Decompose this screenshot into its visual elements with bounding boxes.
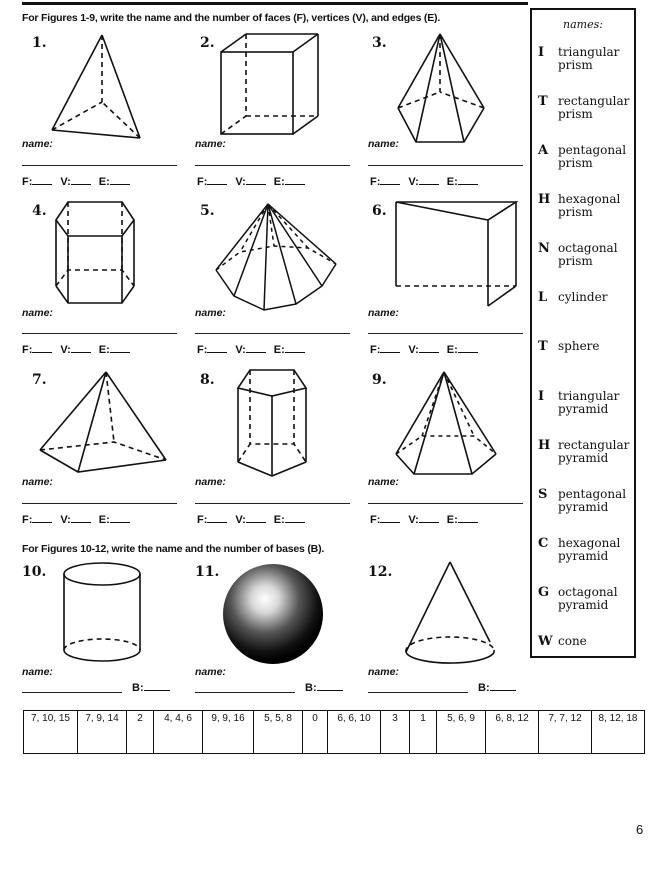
figure-4-name-label: name:	[22, 307, 53, 319]
figure-8-number: 8.	[200, 372, 215, 388]
figure-4-number: 4.	[32, 203, 47, 219]
cylinder-icon	[60, 560, 150, 675]
sphere-icon	[222, 561, 326, 667]
figure-8-name-label: name:	[195, 476, 226, 488]
answer-cell: 7, 10, 15	[24, 711, 78, 754]
figure-7-number: 7.	[32, 372, 47, 388]
answer-cell: 3	[381, 711, 410, 754]
figure-2-name-line[interactable]	[195, 165, 350, 166]
figure-7-fve: F: V: E:	[22, 514, 138, 526]
figure-11-number: 11.	[195, 564, 220, 580]
pentagonal-pyramid-icon	[390, 30, 500, 150]
figure-10-b: B:	[132, 682, 178, 694]
figure-1-number: 1.	[32, 35, 47, 51]
figure-2-name-label: name:	[195, 138, 226, 150]
answer-cell: 1	[410, 711, 437, 754]
answer-cell: 9, 9, 16	[203, 711, 254, 754]
figure-10-number: 10.	[22, 564, 47, 580]
figure-7-name-label: name:	[22, 476, 53, 488]
answer-cell: 7, 7, 12	[539, 711, 592, 754]
answer-cell: 6, 8, 12	[486, 711, 539, 754]
figure-3-name-label: name:	[368, 138, 399, 150]
figure-11-name-label: name:	[195, 666, 226, 678]
figure-11-b: B:	[305, 682, 351, 694]
top-rule	[22, 2, 528, 5]
figure-12-name-label: name:	[368, 666, 399, 678]
triangular-pyramid-icon	[40, 30, 170, 150]
instructions-bases: For Figures 10-12, write the name and the number of bases (B).	[22, 543, 325, 555]
hexagonal-pyramid-icon	[392, 368, 512, 483]
figure-1-name-label: name:	[22, 138, 53, 150]
figure-3-number: 3.	[372, 35, 387, 51]
names-key: names: I triangular prism T rectangular prism A pentagonal prism H hexagonal prism N octagonal prism L cylinder T sphere I triangular pyramid H rectangular pyramid S pentagonal pyramid C hexagonal pyramid G octagonal pyramid W cone	[530, 8, 636, 658]
instructions-faces: For Figures 1-9, write the name and the number of faces (F), vertices (V), and edges (E).	[22, 12, 441, 24]
figure-6-name-label: name:	[368, 307, 399, 319]
answer-cell: 5, 6, 9	[437, 711, 486, 754]
figure-9-number: 9.	[372, 372, 387, 388]
figure-1-name-line[interactable]	[22, 165, 177, 166]
octagonal-pyramid-icon	[212, 200, 342, 315]
figure-2-number: 2.	[200, 35, 215, 51]
figure-12-b: B:	[478, 682, 524, 694]
answer-cell: 7, 9, 14	[78, 711, 127, 754]
cube-icon	[218, 32, 328, 147]
answer-cell: 6, 6, 10	[328, 711, 381, 754]
names-key-title: names:	[563, 18, 603, 31]
figure-5-number: 5.	[200, 203, 215, 219]
figure-5-name-line[interactable]	[195, 333, 350, 334]
rectangular-pyramid-icon	[36, 368, 176, 483]
figure-12-number: 12.	[368, 564, 393, 580]
figure-9-name-line[interactable]	[368, 503, 523, 504]
answer-cell: 2	[127, 711, 154, 754]
figure-1-fve: F: V: E:	[22, 176, 138, 188]
figure-10-name-label: name:	[22, 666, 53, 678]
figure-7-name-line[interactable]	[22, 503, 177, 504]
pentagonal-prism-icon	[232, 366, 312, 486]
figure-5-name-label: name:	[195, 307, 226, 319]
figure-12-name-line[interactable]	[368, 692, 468, 693]
figure-10-name-line[interactable]	[22, 692, 122, 693]
figure-3-fve: F: V: E:	[370, 176, 486, 188]
cone-icon	[398, 560, 498, 680]
figure-6-number: 6.	[372, 203, 387, 219]
answer-cell: 0	[303, 711, 328, 754]
answer-cell: 4, 4, 6	[154, 711, 203, 754]
answer-cell: 5, 5, 8	[254, 711, 303, 754]
page-number: 6	[636, 822, 644, 837]
figure-5-fve: F: V: E:	[197, 344, 313, 356]
figure-2-fve: F: V: E:	[197, 176, 313, 188]
figure-9-name-label: name:	[368, 476, 399, 488]
figure-9-fve: F: V: E:	[370, 514, 486, 526]
answer-cell: 8, 12, 18	[592, 711, 645, 754]
figure-4-name-line[interactable]	[22, 333, 177, 334]
triangular-prism-icon	[392, 198, 522, 313]
hexagonal-prism-icon	[48, 198, 148, 313]
figure-6-name-line[interactable]	[368, 333, 523, 334]
figure-6-fve: F: V: E:	[370, 344, 486, 356]
figure-11-name-line[interactable]	[195, 692, 295, 693]
figure-8-fve: F: V: E:	[197, 514, 313, 526]
answer-table	[23, 710, 645, 754]
figure-4-fve: F: V: E:	[22, 344, 138, 356]
figure-3-name-line[interactable]	[368, 165, 523, 166]
figure-8-name-line[interactable]	[195, 503, 350, 504]
